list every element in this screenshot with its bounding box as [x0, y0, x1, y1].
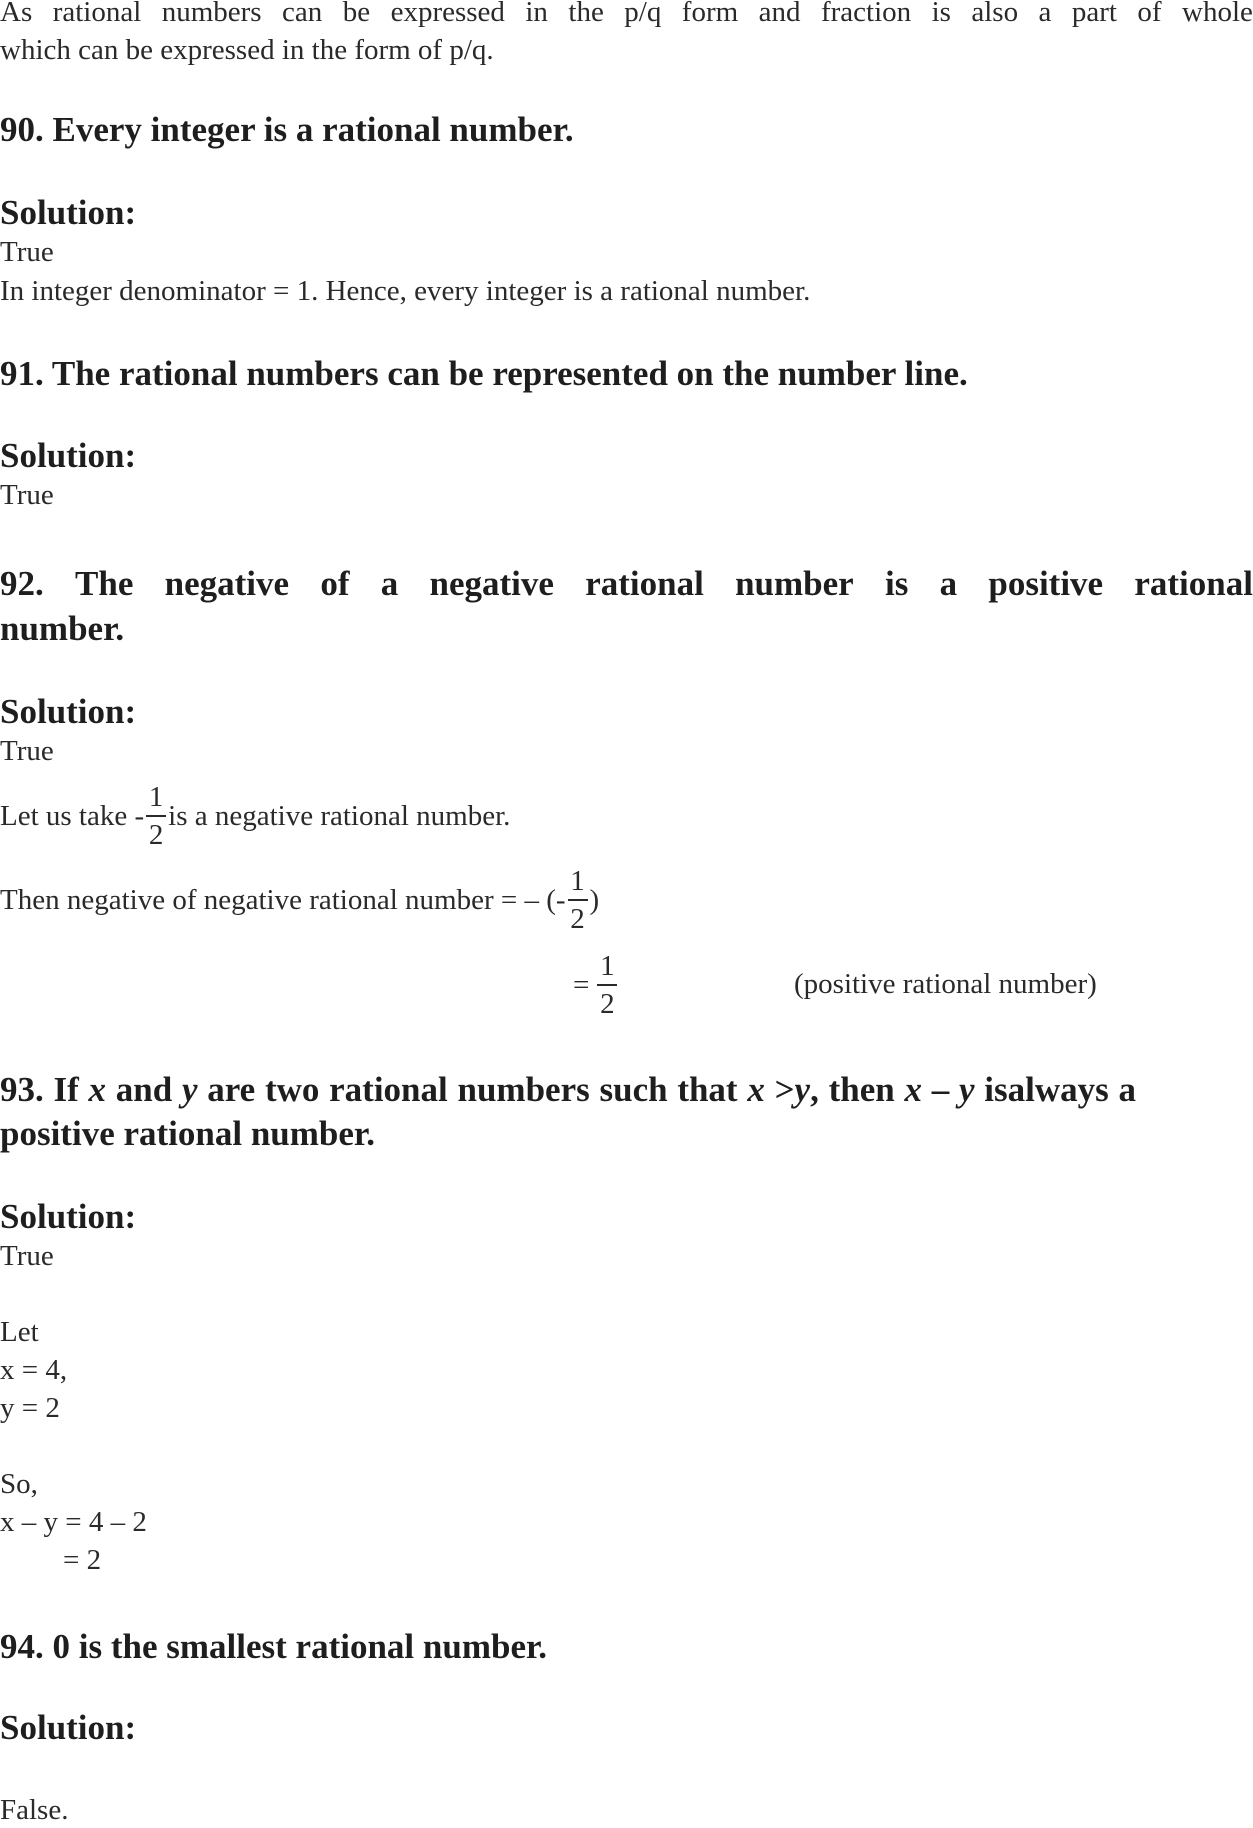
- var-x: x: [88, 1070, 107, 1109]
- denominator: 2: [600, 987, 615, 1020]
- word: negative: [164, 564, 290, 603]
- solution-label: Solution:: [0, 193, 137, 232]
- word: rational: [585, 564, 704, 603]
- question-92-heading-line-1: [0, 562, 1253, 606]
- word: is: [884, 564, 909, 603]
- var-x: x: [747, 1070, 765, 1109]
- denominator: 2: [570, 902, 585, 935]
- text: isalways a: [974, 1070, 1136, 1109]
- word: form: [681, 0, 739, 28]
- var-y: y: [794, 1070, 811, 1109]
- question-statement: Every integer is a rational number.: [52, 110, 574, 149]
- solution-label: Solution:: [0, 692, 137, 731]
- word: rational: [52, 0, 142, 28]
- word: of: [320, 564, 350, 603]
- let-prefix: Let us take -: [0, 800, 145, 832]
- denominator: 2: [148, 818, 164, 851]
- var-y: y: [181, 1070, 198, 1109]
- question-number: 91.: [0, 354, 44, 393]
- text: , then: [810, 1070, 905, 1109]
- var-y: y: [958, 1070, 975, 1109]
- answer: False.: [0, 1794, 69, 1826]
- word: a: [939, 564, 958, 603]
- then-suffix: ): [589, 884, 600, 916]
- intro-line-2: which can be expressed in the form of p/q.: [0, 34, 494, 66]
- positive-note: (positive rational number): [794, 968, 1097, 1000]
- question-statement: The rational numbers can be represented on the number line.: [51, 354, 968, 393]
- question-92-heading-line-2: number.: [0, 609, 125, 648]
- word: expressed: [390, 0, 505, 28]
- word: and: [758, 0, 801, 28]
- word: As: [0, 0, 33, 28]
- text: >: [764, 1070, 795, 1109]
- numerator: 1: [148, 780, 164, 813]
- word: a: [1038, 0, 1052, 28]
- answer: True: [0, 236, 54, 268]
- result-line: [573, 947, 619, 1023]
- question-93-heading-line-2: positive rational number.: [0, 1114, 375, 1153]
- word: also: [971, 0, 1019, 28]
- solution-label: Solution:: [0, 1197, 137, 1236]
- equals-sign: =: [573, 969, 590, 1001]
- question-93-heading-line-1: [0, 1068, 1253, 1112]
- answer: True: [0, 735, 54, 767]
- word: negative: [429, 564, 554, 603]
- text: 93. If: [0, 1070, 89, 1109]
- question-94-heading: 94. 0 is the smallest rational number.: [0, 1627, 548, 1666]
- numerator: 1: [600, 949, 615, 982]
- work-x-value: x = 4,: [0, 1354, 68, 1386]
- fraction-one-half: [146, 780, 166, 851]
- word: rational: [1134, 564, 1253, 603]
- word: a: [380, 564, 399, 603]
- word: p/q: [624, 0, 662, 28]
- work-so: So,: [0, 1468, 38, 1500]
- answer: True: [0, 479, 54, 511]
- work-y-value: y = 2: [0, 1392, 60, 1424]
- explanation: In integer denominator = 1. Hence, every integer is a rational number.: [0, 275, 811, 307]
- fraction-one-half: [597, 949, 617, 1020]
- let-statement: [0, 778, 510, 854]
- text: and: [106, 1070, 182, 1109]
- word: can: [282, 0, 323, 28]
- word: fraction: [820, 0, 912, 28]
- text: are two rational numbers such that: [197, 1070, 748, 1109]
- word: is: [931, 0, 951, 28]
- word: positive: [988, 564, 1104, 603]
- question-91-heading: [0, 352, 968, 396]
- then-statement: [0, 862, 599, 938]
- text: –: [921, 1070, 959, 1109]
- solution-label: Solution:: [0, 1708, 137, 1747]
- work-difference: x – y = 4 – 2: [0, 1506, 147, 1538]
- question-number: 90.: [0, 110, 44, 149]
- word: in: [525, 0, 548, 28]
- question-90-heading: [0, 108, 574, 152]
- answer: True: [0, 1240, 54, 1272]
- var-x: x: [904, 1070, 922, 1109]
- then-prefix: Then negative of negative rational number = – (-: [0, 884, 566, 916]
- numerator: 1: [570, 864, 585, 897]
- work-result: = 2: [63, 1544, 102, 1576]
- word: the: [568, 0, 604, 28]
- solution-label: Solution:: [0, 436, 137, 475]
- word: part: [1071, 0, 1117, 28]
- intro-line-1: [0, 0, 1253, 31]
- word: whole: [1182, 0, 1253, 28]
- let-suffix: is a negative rational number.: [168, 800, 511, 832]
- word: The: [75, 564, 134, 603]
- word: be: [342, 0, 371, 28]
- word: number: [735, 564, 854, 603]
- fraction-one-half: [568, 864, 588, 935]
- question-93-line-1-text: [0, 1068, 1136, 1112]
- word: numbers: [161, 0, 262, 28]
- word: of: [1137, 0, 1162, 28]
- work-let: Let: [0, 1316, 39, 1348]
- word: 92.: [0, 564, 44, 603]
